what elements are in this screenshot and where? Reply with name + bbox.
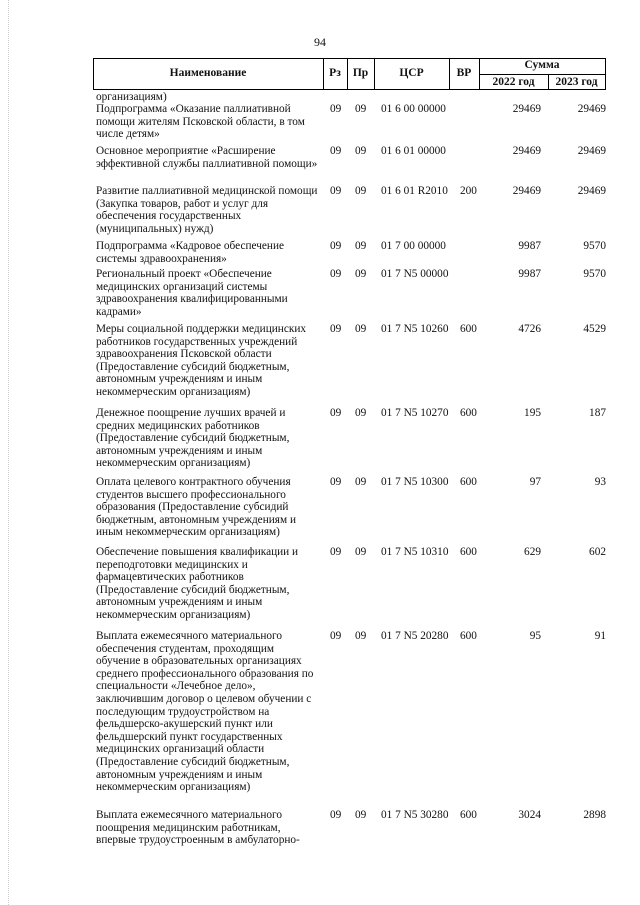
row-name: Выплата ежемесячного материального поощрения медицинским работникам, впервые трудоустроенным в амбулаторно- bbox=[96, 809, 300, 847]
row-csr: 01 7 00 00000 bbox=[381, 240, 446, 252]
row-pr: 09 bbox=[355, 240, 367, 252]
row-sum-2023: 29469 bbox=[577, 185, 606, 197]
row-csr: 01 6 01 R2010 bbox=[381, 185, 448, 197]
header-vr: ВР bbox=[456, 67, 472, 79]
col-sep bbox=[605, 58, 606, 90]
header-bottom-line bbox=[93, 89, 606, 90]
header-sum: Сумма bbox=[524, 59, 560, 71]
row-vr: 600 bbox=[460, 407, 477, 419]
row-rz: 09 bbox=[330, 323, 342, 335]
row-sum-2022: 9987 bbox=[518, 240, 541, 252]
row-pr: 09 bbox=[355, 323, 367, 335]
row-sum-2023: 2898 bbox=[583, 809, 606, 821]
row-sum-2022: 3024 bbox=[518, 809, 541, 821]
header-rz: Рз bbox=[329, 67, 341, 79]
row-csr: 01 6 01 00000 bbox=[381, 145, 446, 157]
row-rz: 09 bbox=[330, 476, 342, 488]
row-sum-2023: 29469 bbox=[577, 145, 606, 157]
row-sum-2023: 93 bbox=[594, 476, 606, 488]
row-sum-2022: 4726 bbox=[518, 323, 541, 335]
row-sum-2023: 9570 bbox=[583, 240, 606, 252]
row-pr: 09 bbox=[355, 145, 367, 157]
row-csr: 01 7 N5 10310 bbox=[381, 546, 449, 558]
header-pr: Пр bbox=[352, 67, 369, 79]
row-vr: 600 bbox=[460, 809, 477, 821]
row-sum-2022: 629 bbox=[524, 546, 541, 558]
row-csr: 01 7 N5 30280 bbox=[381, 809, 449, 821]
row-sum-2023: 4529 bbox=[583, 323, 606, 335]
row-sum-2023: 9570 bbox=[583, 268, 606, 280]
row-pr: 09 bbox=[355, 809, 367, 821]
row-csr: 01 7 N5 10270 bbox=[381, 407, 449, 419]
row-sum-2022: 29469 bbox=[512, 145, 541, 157]
row-pr: 09 bbox=[355, 546, 367, 558]
header-csr: ЦСР bbox=[399, 67, 424, 79]
row-pr: 09 bbox=[355, 103, 367, 115]
row-sum-2022: 29469 bbox=[512, 103, 541, 115]
scan-margin bbox=[8, 0, 10, 905]
row-name: Денежное поощрение лучших врачей и средних медицинских работников (Предоставление субсидий бюджетным, автономным учреждениям и иным некоммерческим организациям) bbox=[96, 407, 290, 470]
header-name: Наименование bbox=[169, 67, 247, 79]
row-csr: 01 7 N5 00000 bbox=[381, 268, 449, 280]
row-pr: 09 bbox=[355, 476, 367, 488]
row-name: Оплата целевого контрактного обучения студентов высшего профессионального образования (Предоставление субсидий бюджетным, автономным учреждениям и иным некоммерческим организациям) bbox=[96, 476, 297, 539]
row-vr: 600 bbox=[460, 546, 477, 558]
row-sum-2023: 29469 bbox=[577, 103, 606, 115]
row-csr: 01 7 N5 20280 bbox=[381, 630, 449, 642]
row-name: Развитие паллиативной медицинской помощи (Закупка товаров, работ и услуг для обеспечения государственных (муниципальных) нужд) bbox=[96, 185, 318, 235]
page-number: 94 bbox=[314, 35, 326, 49]
row-rz: 09 bbox=[330, 145, 342, 157]
row-csr: 01 6 00 00000 bbox=[381, 103, 446, 115]
row-sum-2022: 97 bbox=[529, 476, 541, 488]
header-2023: 2023 год bbox=[555, 76, 598, 88]
row-name: Основное мероприятие «Расширение эффективной службы паллиативной помощи» bbox=[96, 145, 318, 170]
row-name: Обеспечение повышения квалификации и переподготовки медицинских и фармацевтических работников (Предоставление субсидий бюджетным, автономным учреждениям и иным некоммерческим организациям) bbox=[96, 546, 299, 621]
row-name: Подпрограмма «Оказание паллиативной помощи жителям Псковской области, в том числе детям» bbox=[96, 103, 305, 141]
row-name: Региональный проект «Обеспечение медицинских организаций системы здравоохранения квалифицированными кадрами» bbox=[96, 268, 288, 318]
row-rz: 09 bbox=[330, 546, 342, 558]
row-name: Подпрограмма «Кадровое обеспечение системы здравоохранения» bbox=[96, 240, 285, 265]
row-rz: 09 bbox=[330, 185, 342, 197]
row-sum-2023: 187 bbox=[589, 407, 606, 419]
row-vr: 600 bbox=[460, 630, 477, 642]
row-pr: 09 bbox=[355, 185, 367, 197]
row-name: Меры социальной поддержки медицинских работников государственных учреждений здравоохранения Псковской области (Предоставление субсидий бюджетным, автономным учреждениям и иным некоммерческим организациям) bbox=[96, 323, 307, 398]
sum-divider-line bbox=[479, 74, 606, 75]
row-csr: 01 7 N5 10260 bbox=[381, 323, 449, 335]
row-rz: 09 bbox=[330, 630, 342, 642]
row-pr: 09 bbox=[355, 268, 367, 280]
row-rz: 09 bbox=[330, 268, 342, 280]
row-sum-2023: 91 bbox=[594, 630, 606, 642]
row-sum-2022: 195 bbox=[524, 407, 541, 419]
row-vr: 200 bbox=[460, 185, 477, 197]
row-sum-2022: 9987 bbox=[518, 268, 541, 280]
row-name: организациям) bbox=[96, 91, 167, 103]
row-csr: 01 7 N5 10300 bbox=[381, 476, 449, 488]
row-sum-2022: 95 bbox=[529, 630, 541, 642]
header-2022: 2022 год bbox=[492, 76, 535, 88]
row-pr: 09 bbox=[355, 407, 367, 419]
row-name: Выплата ежемесячного материального обеспечения студентам, проходящим обучение в образовательных организациях среднего профессионального образования по специальности «Лечебное дело», заключившим договор о целевом обучении с последующим трудоустройством на фельдшерско-акушерский пункт или фельдшерский пункт государственных медицинских организаций области (Предоставление субсидий бюджетным, автономным учреждениям и иным некоммерческим организациям) bbox=[96, 630, 314, 794]
row-vr: 600 bbox=[460, 323, 477, 335]
row-rz: 09 bbox=[330, 103, 342, 115]
row-vr: 600 bbox=[460, 476, 477, 488]
row-rz: 09 bbox=[330, 809, 342, 821]
row-rz: 09 bbox=[330, 407, 342, 419]
row-rz: 09 bbox=[330, 240, 342, 252]
row-pr: 09 bbox=[355, 630, 367, 642]
row-sum-2022: 29469 bbox=[512, 185, 541, 197]
row-sum-2023: 602 bbox=[589, 546, 606, 558]
table-header bbox=[93, 58, 606, 90]
